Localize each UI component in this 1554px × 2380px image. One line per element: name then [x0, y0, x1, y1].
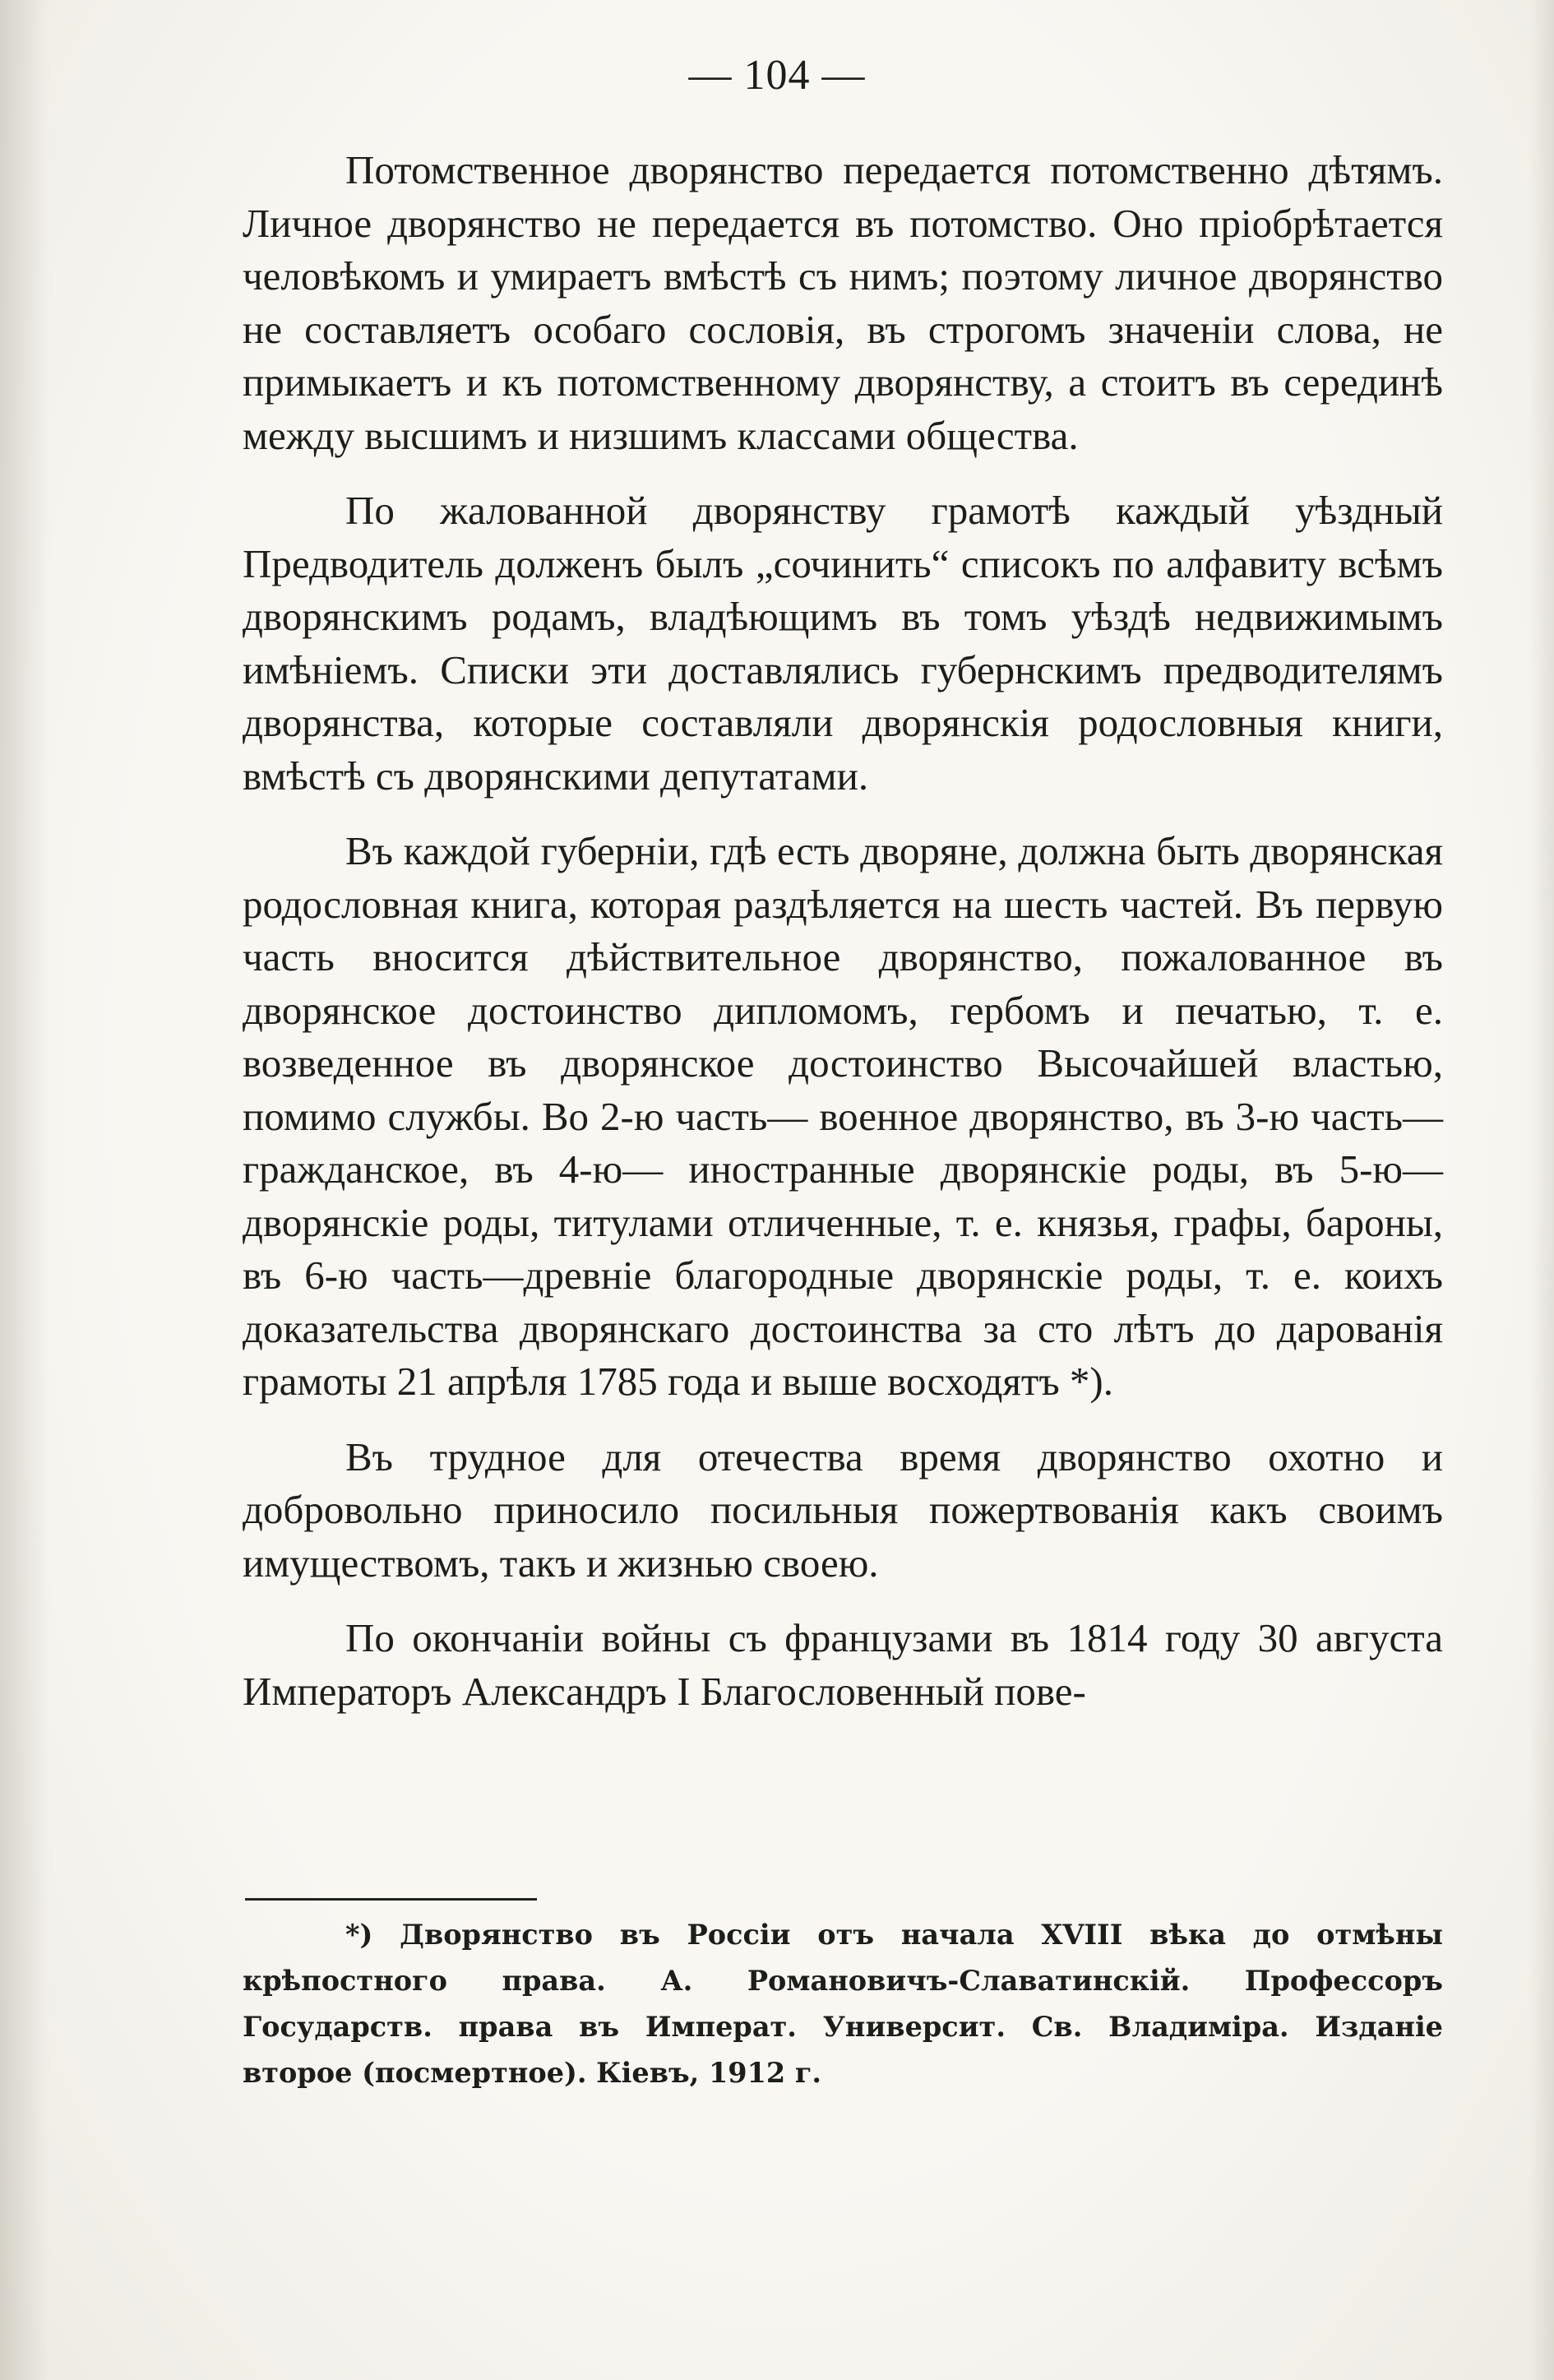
- paragraph: По окончаніи войны съ французами въ 1814 году 30 августа Императоръ Александръ I Благословенный пове-: [243, 1615, 1443, 1714]
- paragraph: Потомственное дворянство передается потомственно дѣтямъ. Личное дворянство не передается въ потомство. Оно пріобрѣтается человѣкомъ и умираетъ вмѣстѣ съ нимъ; поэтому личное дворянство не составляетъ особаго сословія, въ строгомъ значеніи слова, не примыкаетъ и къ потомственному дворянству, а стоитъ въ серединѣ между высшимъ и низшимъ классами общества.: [243, 147, 1443, 458]
- paragraph: По жалованной дворянству грамотѣ каждый уѣздный Предводитель долженъ былъ „сочинить“ списокъ по алфавиту всѣмъ дворянскимъ родамъ, владѣющимъ въ томъ уѣздѣ недвижимымъ имѣніемъ. Списки эти доставлялись губернскимъ предводителямъ дворянства, которые составляли дворянскія родословныя книги, вмѣстѣ съ дворянскими депутатами.: [243, 488, 1443, 799]
- footnote-divider: [245, 1898, 537, 1901]
- page-number: — 104 —: [688, 52, 866, 99]
- paragraph: Въ трудное для отечества время дворянство охотно и добровольно приносило посильныя пожертвованія какъ своимъ имуществомъ, такъ и жизнью своею.: [243, 1433, 1443, 1586]
- footnote: *) Дворянство въ Россіи отъ начала XVIII вѣка до отмѣны крѣпостного права. А. Романовичъ-Славатинскій. Профессоръ Государств. права въ Императ. Университ. Св. Владиміра. Изданіе второе (посмертное). Кіевъ, 1912 г.: [243, 1919, 1443, 2089]
- main-text: [243, 144, 1443, 1718]
- page-gutter-shadow: [0, 0, 49, 2380]
- page-edge-shadow: [1529, 0, 1554, 2380]
- paragraph: Въ каждой губерніи, гдѣ есть дворяне, должна быть дворянская родословная книга, которая раздѣляется на шесть частей. Въ первую часть вносится дѣйствительное дворянство, пожалованное въ дворянское достоинство дипломомъ, гербомъ и печатью, т. е. возведенное въ дворянское достоинство Высочайшей властью, помимо службы. Во 2-ю часть— военное дворянство, въ 3-ю часть—гражданское, въ 4-ю— иностранные дворянскіе роды, въ 5-ю—дворянскіе роды, титулами отличенные, т. е. князья, графы, бароны, въ 6-ю часть—древніе благородные дворянскіе роды, т. е. коихъ доказательства дворянскаго достоинства за сто лѣтъ до дарованія грамоты 21 апрѣля 1785 года и выше восходятъ *).: [243, 828, 1443, 1404]
